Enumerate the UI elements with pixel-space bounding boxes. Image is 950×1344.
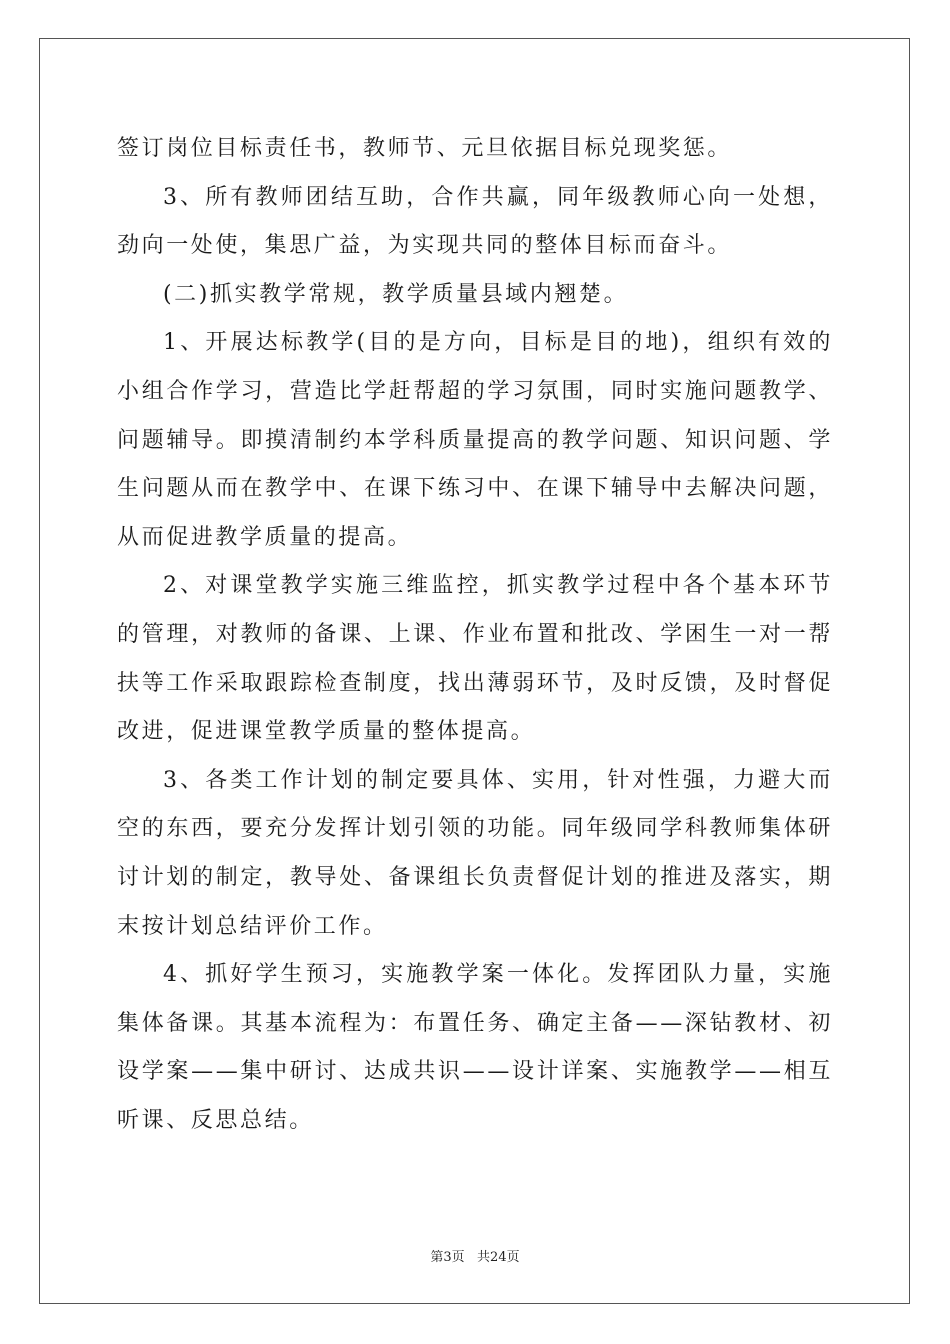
paragraph-4: 1、开展达标教学(目的是方向，目标是目的地)，组织有效的小组合作学习，营造比学赶帮超的学习氛围，同时实施问题教学、问题辅导。即摸清制约本学科质量提高的教学问题、知识问题、学生问题从而在教学中、在课下练习中、在课下辅导中去解决问题，从而促进教学质量的提高。 <box>117 330 833 550</box>
paragraph-7: 4、抓好学生预习，实施教学案一体化。发挥团队力量，实施集体备课。其基本流程为：布置任务、确定主备——深钻教材、初设学案——集中研讨、达成共识——设计详案、实施教学——相互听课、反思总结。 <box>117 962 833 1133</box>
page-number-footer: 第3页 共24页 <box>430 1250 520 1265</box>
paragraph-3-section-heading: (二)抓实教学常规，教学质量县域内翘楚。 <box>163 281 629 307</box>
paragraph-2: 3、所有教师团结互助，合作共赢，同年级教师心向一处想，劲向一处使，集思广益，为实现共同的整体目标而奋斗。 <box>117 184 833 259</box>
document-body <box>117 125 833 1145</box>
paragraph-1: 签订岗位目标责任书，教师节、元旦依据目标兑现奖惩。 <box>117 136 733 161</box>
paragraph-5: 2、对课堂教学实施三维监控，抓实教学过程中各个基本环节的管理，对教师的备课、上课、作业布置和批改、学困生一对一帮扶等工作采取跟踪检查制度，找出薄弱环节，及时反馈，及时督促改进，促进课堂教学质量的整体提高。 <box>117 573 833 745</box>
paragraph-6: 3、各类工作计划的制定要具体、实用，针对性强，力避大而空的东西，要充分发挥计划引领的功能。同年级同学科教师集体研讨计划的制定，教导处、备课组长负责督促计划的推进及落实，期末按计划总结评价工作。 <box>117 767 833 939</box>
